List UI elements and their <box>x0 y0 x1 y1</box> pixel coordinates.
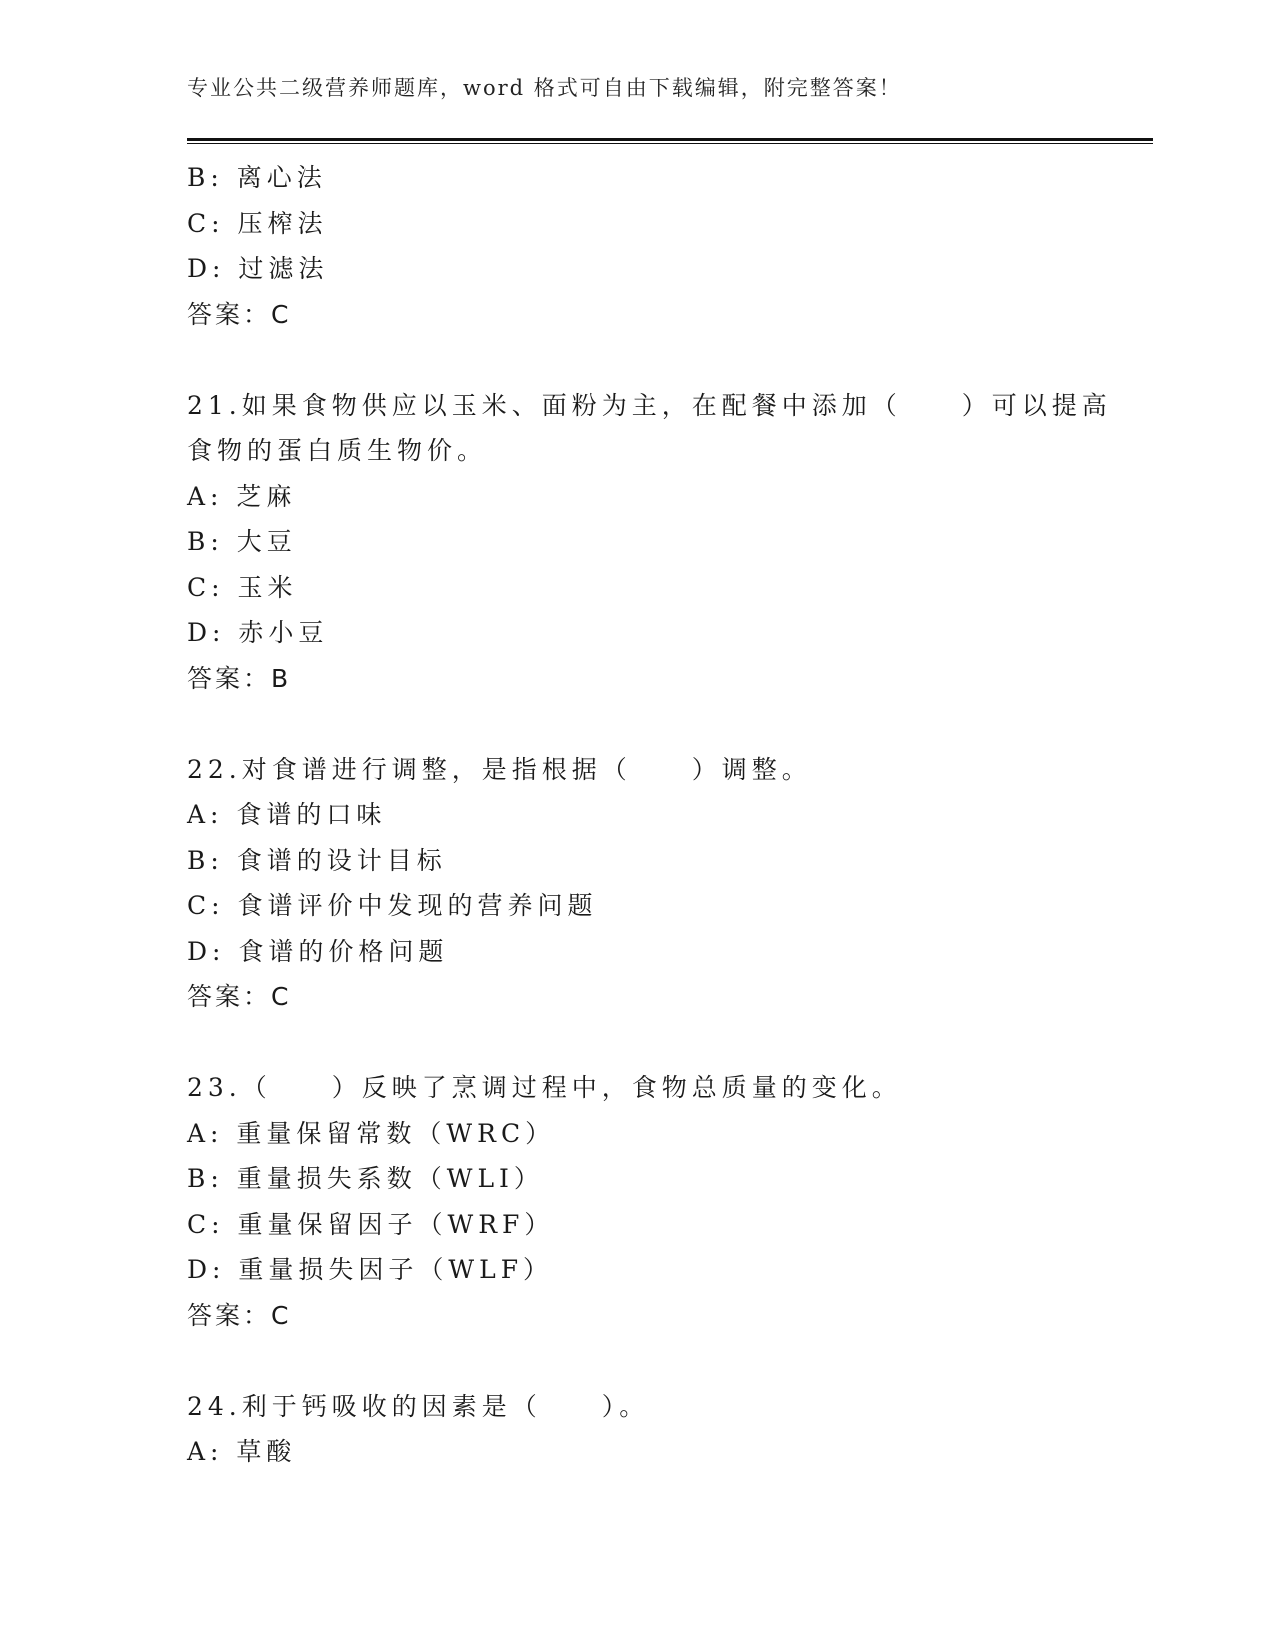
option-c: C: 压榨法 <box>187 208 328 238</box>
spacer <box>187 701 1087 747</box>
option-a: A: 重量保留常数（WRC） <box>187 1118 556 1148</box>
option-c: C: 食谱评价中发现的营养问题 <box>187 891 598 920</box>
spacer <box>187 337 1087 383</box>
question-text: 23.（ ）反映了烹调过程中，食物总质量的变化。 <box>187 1073 902 1102</box>
option-b: B: 离心法 <box>187 163 327 192</box>
spacer <box>187 1338 1087 1384</box>
header-rule-bottom <box>187 143 1153 144</box>
option-a: A: 草酸 <box>187 1437 297 1466</box>
option-c: C: 玉米 <box>187 572 298 602</box>
answer: 答案：B <box>187 663 292 693</box>
option-d: D: 过滤法 <box>187 254 329 283</box>
question-text: 21.如果食物供应以玉米、面粉为主，在配餐中添加（ ）可以提高 <box>187 390 1112 420</box>
option-b: B: 重量损失系数（WLI） <box>187 1164 544 1193</box>
question-text: 22.对食谱进行调整，是指根据（ ）调整。 <box>187 754 812 784</box>
option-d: D: 食谱的价格问题 <box>187 936 449 966</box>
answer: 答案：C <box>187 1300 292 1330</box>
option-a: A: 芝麻 <box>187 481 297 511</box>
option-b: B: 大豆 <box>187 527 297 556</box>
question-text: 食物的蛋白质生物价。 <box>187 436 488 465</box>
option-a: A: 食谱的口味 <box>187 800 387 829</box>
answer: 答案：C <box>187 982 292 1011</box>
spacer <box>187 1020 1087 1066</box>
header-rule-top <box>187 138 1153 141</box>
page-header: 专业公共二级营养师题库，word 格式可自由下载编辑，附完整答案！ <box>187 76 902 100</box>
option-d: D: 赤小豆 <box>187 618 329 647</box>
question-text: 24.利于钙吸收的因素是（ ）。 <box>187 1391 650 1421</box>
answer: 答案：C <box>187 299 292 329</box>
option-c: C: 重量保留因子（WRF） <box>187 1209 555 1239</box>
question-list <box>187 155 1112 1475</box>
option-d: D: 重量损失因子（WLF） <box>187 1255 554 1284</box>
option-b: B: 食谱的设计目标 <box>187 845 447 875</box>
